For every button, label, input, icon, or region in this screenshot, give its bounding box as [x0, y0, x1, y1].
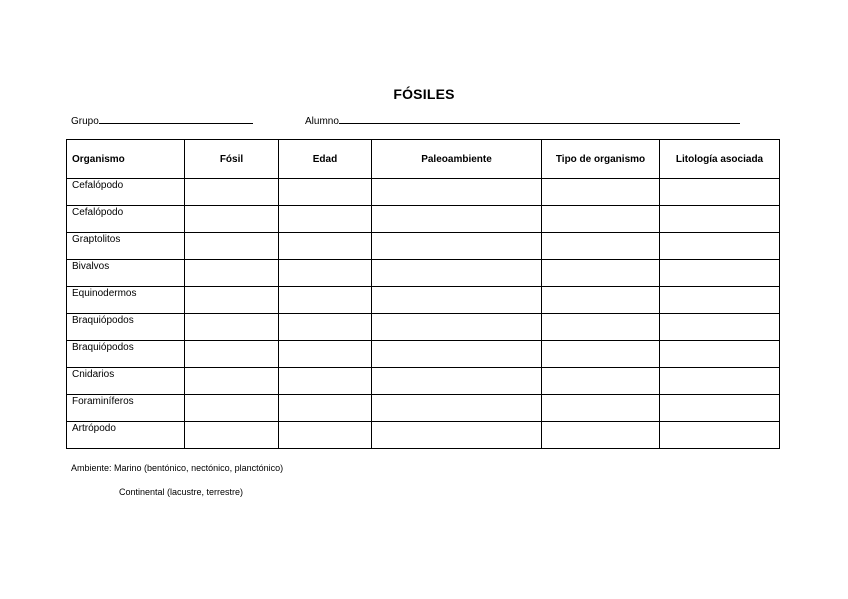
table-row — [67, 341, 780, 368]
cell-tipo-organismo[interactable] — [542, 314, 660, 341]
cell-tipo-organismo[interactable] — [542, 368, 660, 395]
alumno-label: Alumno — [305, 116, 339, 127]
header-litologia: Litología asociada — [660, 140, 780, 179]
table-row — [67, 179, 780, 206]
cell-tipo-organismo[interactable] — [542, 422, 660, 449]
cell-fosil[interactable] — [185, 314, 279, 341]
cell-edad[interactable] — [279, 179, 372, 206]
cell-fosil[interactable] — [185, 260, 279, 287]
header-tipo-organismo: Tipo de organismo — [542, 140, 660, 179]
table-body — [67, 179, 780, 449]
cell-litologia[interactable] — [660, 233, 780, 260]
cell-fosil[interactable] — [185, 179, 279, 206]
cell-organismo: Bivalvos — [67, 260, 185, 287]
page-title: FÓSILES — [393, 86, 455, 102]
cell-edad[interactable] — [279, 260, 372, 287]
cell-fosil[interactable] — [185, 233, 279, 260]
cell-organismo: Braquiópodos — [67, 314, 185, 341]
cell-litologia[interactable] — [660, 395, 780, 422]
cell-organismo: Graptolitos — [67, 233, 185, 260]
cell-edad[interactable] — [279, 233, 372, 260]
cell-tipo-organismo[interactable] — [542, 206, 660, 233]
cell-edad[interactable] — [279, 341, 372, 368]
table-row — [67, 260, 780, 287]
grupo-field — [71, 114, 253, 127]
cell-organismo: Equinodermos — [67, 287, 185, 314]
cell-edad[interactable] — [279, 422, 372, 449]
table-row — [67, 395, 780, 422]
table-row — [67, 233, 780, 260]
cell-organismo: Cefalópodo — [67, 179, 185, 206]
note-ambiente: Ambiente: Marino (bentónico, nectónico, planctónico) — [71, 463, 284, 473]
cell-litologia[interactable] — [660, 422, 780, 449]
cell-litologia[interactable] — [660, 179, 780, 206]
cell-paleoambiente[interactable] — [372, 206, 542, 233]
header-organismo: Organismo — [67, 140, 185, 179]
cell-fosil[interactable] — [185, 395, 279, 422]
table-row — [67, 206, 780, 233]
cell-fosil[interactable] — [185, 422, 279, 449]
cell-litologia[interactable] — [660, 314, 780, 341]
cell-paleoambiente[interactable] — [372, 368, 542, 395]
cell-tipo-organismo[interactable] — [542, 395, 660, 422]
cell-paleoambiente[interactable] — [372, 314, 542, 341]
cell-litologia[interactable] — [660, 206, 780, 233]
cell-fosil[interactable] — [185, 368, 279, 395]
alumno-blank-line[interactable] — [339, 114, 740, 124]
cell-edad[interactable] — [279, 287, 372, 314]
cell-litologia[interactable] — [660, 341, 780, 368]
fossil-table — [66, 139, 780, 449]
cell-edad[interactable] — [279, 314, 372, 341]
cell-paleoambiente[interactable] — [372, 395, 542, 422]
cell-tipo-organismo[interactable] — [542, 179, 660, 206]
alumno-field — [305, 114, 740, 127]
cell-organismo: Foraminíferos — [67, 395, 185, 422]
cell-paleoambiente[interactable] — [372, 179, 542, 206]
grupo-label: Grupo — [71, 116, 99, 127]
cell-tipo-organismo[interactable] — [542, 287, 660, 314]
cell-tipo-organismo[interactable] — [542, 260, 660, 287]
cell-tipo-organismo[interactable] — [542, 233, 660, 260]
cell-organismo: Braquiópodos — [67, 341, 185, 368]
note-continental: Continental (lacustre, terrestre) — [119, 487, 244, 497]
cell-litologia[interactable] — [660, 368, 780, 395]
table-row — [67, 368, 780, 395]
cell-organismo: Cefalópodo — [67, 206, 185, 233]
header-fosil: Fósil — [185, 140, 279, 179]
cell-paleoambiente[interactable] — [372, 287, 542, 314]
table-row — [67, 422, 780, 449]
cell-paleoambiente[interactable] — [372, 260, 542, 287]
cell-edad[interactable] — [279, 368, 372, 395]
table-header-row — [67, 140, 780, 179]
cell-litologia[interactable] — [660, 287, 780, 314]
table-row — [67, 314, 780, 341]
cell-tipo-organismo[interactable] — [542, 341, 660, 368]
cell-fosil[interactable] — [185, 287, 279, 314]
cell-paleoambiente[interactable] — [372, 341, 542, 368]
cell-edad[interactable] — [279, 395, 372, 422]
header-edad: Edad — [279, 140, 372, 179]
cell-organismo: Cnidarios — [67, 368, 185, 395]
cell-litologia[interactable] — [660, 260, 780, 287]
header-paleoambiente: Paleoambiente — [372, 140, 542, 179]
table-row — [67, 287, 780, 314]
cell-fosil[interactable] — [185, 206, 279, 233]
cell-organismo: Artrópodo — [67, 422, 185, 449]
cell-paleoambiente[interactable] — [372, 233, 542, 260]
cell-edad[interactable] — [279, 206, 372, 233]
cell-paleoambiente[interactable] — [372, 422, 542, 449]
cell-fosil[interactable] — [185, 341, 279, 368]
grupo-blank-line[interactable] — [99, 114, 253, 124]
